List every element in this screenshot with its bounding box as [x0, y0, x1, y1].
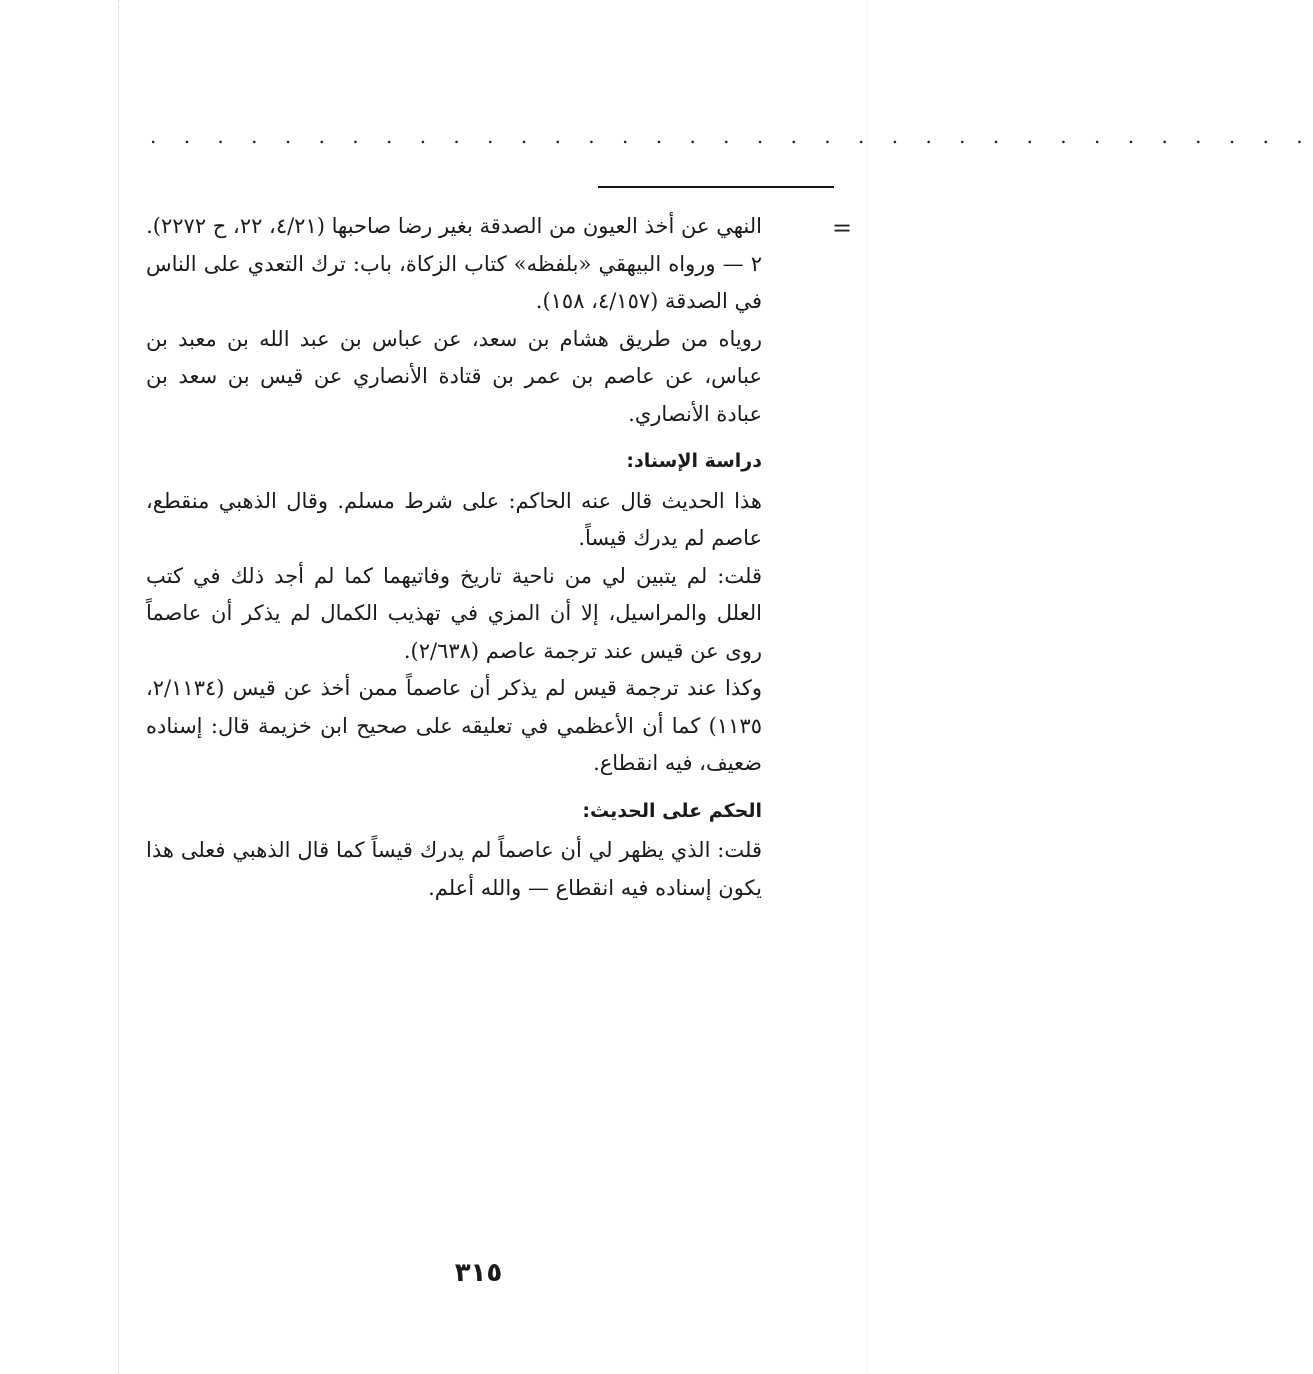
- continuation-mark: =: [832, 214, 853, 242]
- isnad-paragraph-1: هذا الحديث قال عنه الحاكم: على شرط مسلم. وقال الذهبي منقطع، عاصم لم يدرك قيساً.: [146, 488, 762, 550]
- binding-edge-line: [118, 0, 119, 1374]
- footnote-paragraph-2: ٢ — ورواه البيهقي «بلفظه» كتاب الزكاة، باب: ترك التعدي على الناس في الصدقة (٤/١٥٧، ١٥٨).: [146, 251, 762, 313]
- isnad-heading: دراسة الإسناد:: [626, 450, 762, 472]
- separator-dots: . . . . . . . . . . . . . . . . . . . . . . . . . . . . . . . . . . .: [150, 124, 1313, 148]
- footnote-paragraph-1: النهي عن أخذ العيون من الصدقة بغير رضا صاحبها (٤/٢١، ٢٢، ح ٢٢٧٢).: [146, 214, 762, 238]
- page-number: ٣١٥: [454, 1258, 503, 1288]
- footnote-rule: [598, 186, 834, 188]
- margin-guide-line: [866, 0, 867, 1374]
- ruling-paragraph-1: قلت: الذي يظهر لي أن عاصماً لم يدرك قيساً كما قال الذهبي فعلى هذا يكون إسناده فيه انقطاع — والله أعلم.: [146, 838, 762, 900]
- footnote-paragraph-3: روياه من طريق هشام بن سعد، عن عباس بن عبد الله بن معبد بن عباس، عن عاصم بن عمر بن قتادة الأنصاري عن قيس بن سعد بن عبادة الأنصاري.: [146, 326, 762, 426]
- isnad-paragraph-2: قلت: لم يتبين لي من ناحية تاريخ وفاتيهما كما لم أجد ذلك في كتب العلل والمراسيل، إلا أن المزي في تهذيب الكمال لم يذكر أن عاصماً روى عن قيس عند ترجمة عاصم (٢/٦٣٨).: [146, 563, 762, 663]
- main-text: [146, 208, 762, 907]
- ruling-heading: الحكم على الحديث:: [582, 799, 762, 822]
- isnad-paragraph-3: وكذا عند ترجمة قيس لم يذكر أن عاصماً ممن أخذ عن قيس (٢/١١٣٤، ١١٣٥) كما أن الأعظمي في تعليقه على صحيح ابن خزيمة قال: إسناده ضعيف، فيه انقطاع.: [146, 676, 762, 775]
